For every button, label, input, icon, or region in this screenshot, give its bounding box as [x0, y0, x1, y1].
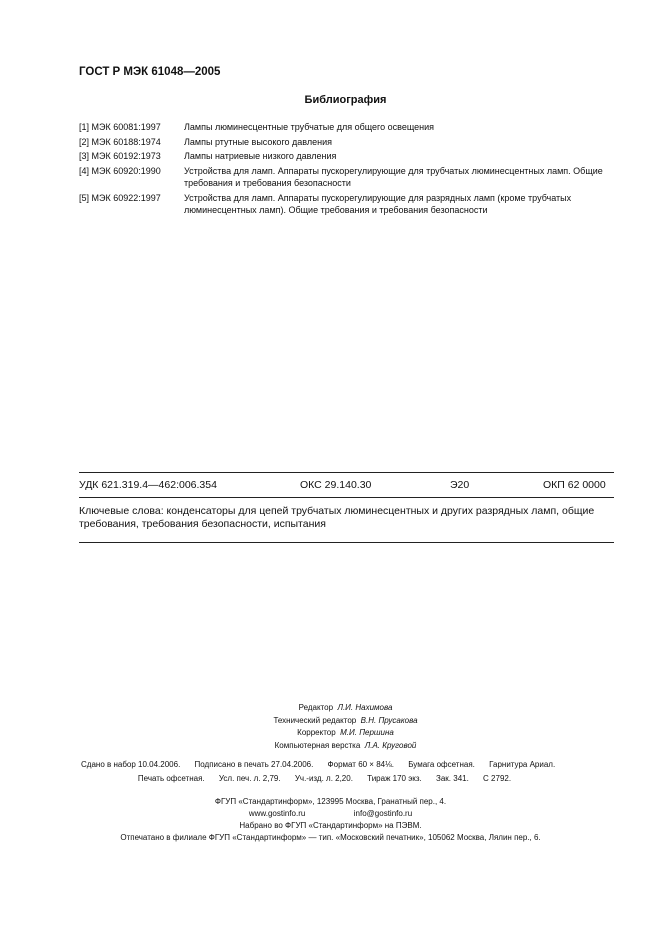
divider-middle [79, 497, 614, 498]
bibliography-list [79, 121, 619, 219]
publication-line-1 [81, 760, 611, 769]
printer-typeset: Набрано во ФГУП «Стандартинформ» на ПЭВМ. [239, 821, 422, 830]
pub-typeset-date: Сдано в набор 10.04.2006. [81, 760, 181, 769]
bibliography-ref: [1] МЭК 60081:1997 [79, 122, 161, 132]
printer-printed: Отпечатано в филиале ФГУП «Стандартинформ» — тип. «Московский печатник», 105062 Москва, Лялин пер., 6. [120, 833, 541, 842]
pub-format: Формат 60 × 84⅛. [327, 760, 394, 769]
pub-sheets: Усл. печ. л. 2,79. [218, 774, 281, 783]
credit-tech-editor [0, 715, 661, 728]
credit-role: Редактор [298, 703, 334, 712]
publication-line-2 [0, 774, 661, 783]
pub-order: Зак. 341. [436, 774, 469, 783]
credit-role: Компьютерная верстка [274, 740, 361, 750]
printer-email-link[interactable]: info@gostinfo.ru [353, 809, 413, 818]
pub-ed-sheets: Уч.-изд. л. 2,20. [294, 774, 353, 783]
credits [0, 702, 661, 752]
printer-website-link[interactable]: www.gostinfo.ru [248, 809, 306, 818]
udk-code: УДК 621.319.4—462:006.354 [79, 479, 217, 491]
pub-print: Печать офсетная. [137, 774, 205, 783]
e-code: Э20 [450, 479, 470, 491]
printer-info [0, 796, 661, 844]
bibliography-ref: [5] МЭК 60922:1997 [79, 192, 161, 203]
bibliography-ref: [4] МЭК 60920:1990 [79, 165, 161, 176]
bibliography-text: Лампы люминесцентные трубчатые для общего освещения [184, 122, 435, 132]
bibliography-ref: [3] МЭК 60192:1973 [79, 151, 161, 161]
pub-typeface: Гарнитура Ариал. [489, 760, 556, 769]
credit-editor [0, 702, 661, 715]
bibliography-item [79, 165, 619, 190]
divider-top [79, 472, 614, 473]
bibliography-item [79, 121, 619, 134]
bibliography-text: Лампы натриевые низкого давления [184, 151, 337, 161]
pub-c: С 2792. [483, 774, 512, 783]
pub-signed-date: Подписано в печать 27.04.2006. [194, 760, 314, 769]
credit-name: В.Н. Прусакова [360, 715, 418, 725]
bibliography-item [79, 192, 619, 217]
bibliography-ref: [2] МЭК 60188:1974 [79, 136, 161, 147]
credit-role: Технический редактор [273, 715, 357, 725]
document-code: ГОСТ Р МЭК 61048—2005 [79, 66, 221, 78]
printer-address: ФГУП «Стандартинформ», 123995 Москва, Гранатный пер., 4. [214, 797, 447, 806]
credit-name: Л.И. Нахимова [337, 703, 393, 712]
credit-name: Л.А. Круговой [364, 740, 417, 750]
bibliography-text: Устройства для ламп. Аппараты пускорегулирующие для трубчатых люминесцентных ламп. Общие требования и требования безопасности [184, 165, 603, 188]
pub-run: Тираж 170 экз. [367, 774, 422, 783]
printer-contacts [0, 808, 661, 820]
okp-code: ОКП 62 0000 [543, 479, 606, 491]
bibliography-text: Лампы ртутные высокого давления [184, 136, 332, 147]
keywords: Ключевые слова: конденсаторы для цепей трубчатых люминесцентных и других разрядных ламп, общие требования, требования безопасности, испытания [79, 505, 595, 530]
pub-paper: Бумага офсетная. [408, 760, 475, 769]
credit-corrector [0, 727, 661, 740]
credit-name: М.И. Першина [340, 728, 394, 737]
bibliography-text: Устройства для ламп. Аппараты пускорегулирующие для разрядных ламп (кроме трубчатых люминесцентных ламп). Общие требования и требования безопасности [184, 192, 572, 215]
bibliography-item [79, 136, 619, 149]
oks-code: ОКС 29.140.30 [300, 479, 372, 491]
credit-role: Корректор [297, 728, 336, 737]
divider-bottom [79, 542, 614, 543]
bibliography-item [79, 150, 619, 163]
bibliography-title: Библиография [304, 94, 387, 106]
credit-layout [0, 740, 661, 753]
